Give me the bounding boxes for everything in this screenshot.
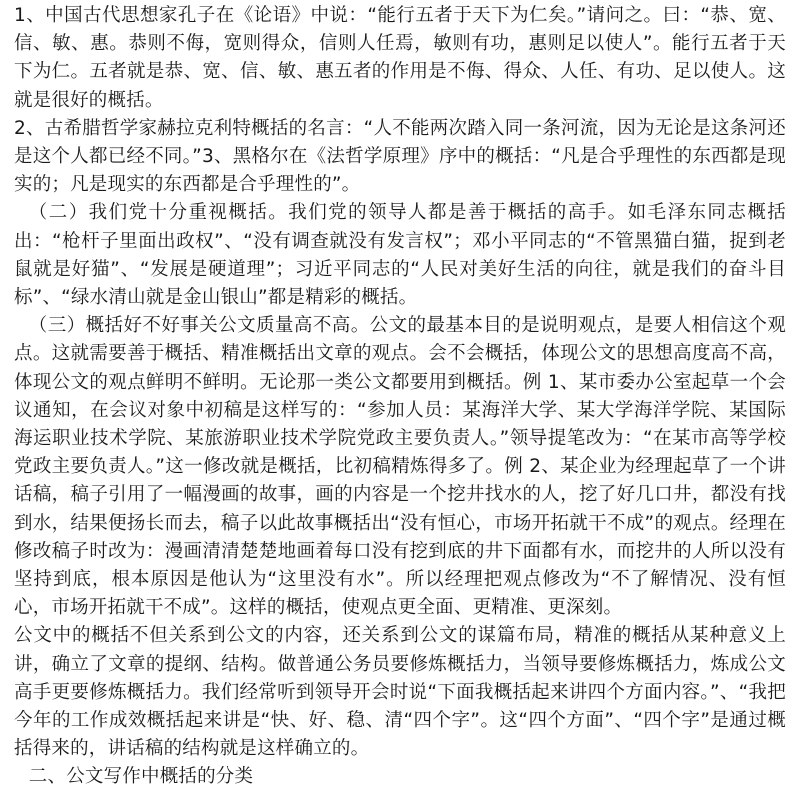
paragraph-document-quality: （三）概括好不好事关公文质量高不高。公文的最基本目的是说明观点，是要人相信这个观点。这就需要善于概括、精准概括出文章的观点。会不会概括，体现公文的思想高度高不高，体现公文的观点鲜明不鲜明。无论那一类公文都要用到概括。例 1、某市委办公室起草一个会议通知，在会议对象中初稿是这样写的：“参加人员：某海洋大学、某大学海洋学院、某国际海运职业技术学院、某旅游职业技术学院党政主要负责人。”领导提笔改为：“在某市高等学校党政主要负责人。”这一修改就是概括，比初稿精炼得多了。例 2、某企业为经理起草了一个讲话稿，稿子引用了一幅漫画的故事，画的内容是一个挖井找水的人，挖了好几口井，都没有找到水，结果便扬长而去，稿子以此故事概括出“没有恒心，市场开拓就干不成”的观点。经理在修改稿子时改为：漫画清清楚楚地画着每口没有挖到底的井下面都有水，而挖井的人所以没有坚持到底，根本原因是他认为“这里没有水”。所以经理把观点修改为“不了解情况、没有恒心，市场开拓就干不成”。这样的概括，使观点更全面、更精准、更深刻。	[14, 315, 786, 619]
section-heading: 二、公文写作中概括的分类	[28, 766, 254, 788]
paragraph-confucius: 1、中国古代思想家孔子在《论语》中说：“能行五者于天下为仁矣。”请问之。曰：“恭、宽、信、敏、惠。恭则不侮，宽则得众，信则人任焉，敏则有功，惠则足以使人”。能行五者于天下为仁。五者就是恭、宽、信、敏、惠五者的作用是不侮、得众、人任、有功、足以使人。这就是很好的概括。	[14, 5, 786, 111]
paragraph-party-leaders: （二）我们党十分重视概括。我们党的领导人都是善于概括的高手。如毛泽东同志概括出：“枪杆子里面出政权”、“没有调查就没有发言权”；邓小平同志的“不管黑猫白猫，捉到老鼠就是好猫”、“发展是硬道理”；习近平同志的“人民对美好生活的向往，就是我们的奋斗目标”、“绿水清山就是金山银山”都是精彩的概括。	[14, 202, 786, 309]
paragraph-structure: 公文中的概括不但关系到公文的内容，还关系到公文的谋篇布局，精准的概括从某种意义上讲，确立了文章的提纲、结构。做普通公务员要修炼概括力，当领导要修炼概括力，炼成公文高手更要修炼概括力。我们经常听到领导开会时说“下面我概括起来讲四个方面内容。”、“我把今年的工作成效概括起来讲是“快、好、稳、清“四个字”。这“四个方面”、“四个字”是通过概括得来的，讲话稿的结构就是这样确立的。	[14, 625, 786, 760]
paragraph-heraclitus-hegel: 2、古希腊哲学家赫拉克利特概括的名言：“人不能两次踏入同一条河流，因为无论是这条河还是这个人都已经不同。”3、黑格尔在《法哲学原理》序中的概括：“凡是合乎理性的东西都是现实的；凡是现实的东西都是合乎理性的”。	[14, 117, 786, 196]
